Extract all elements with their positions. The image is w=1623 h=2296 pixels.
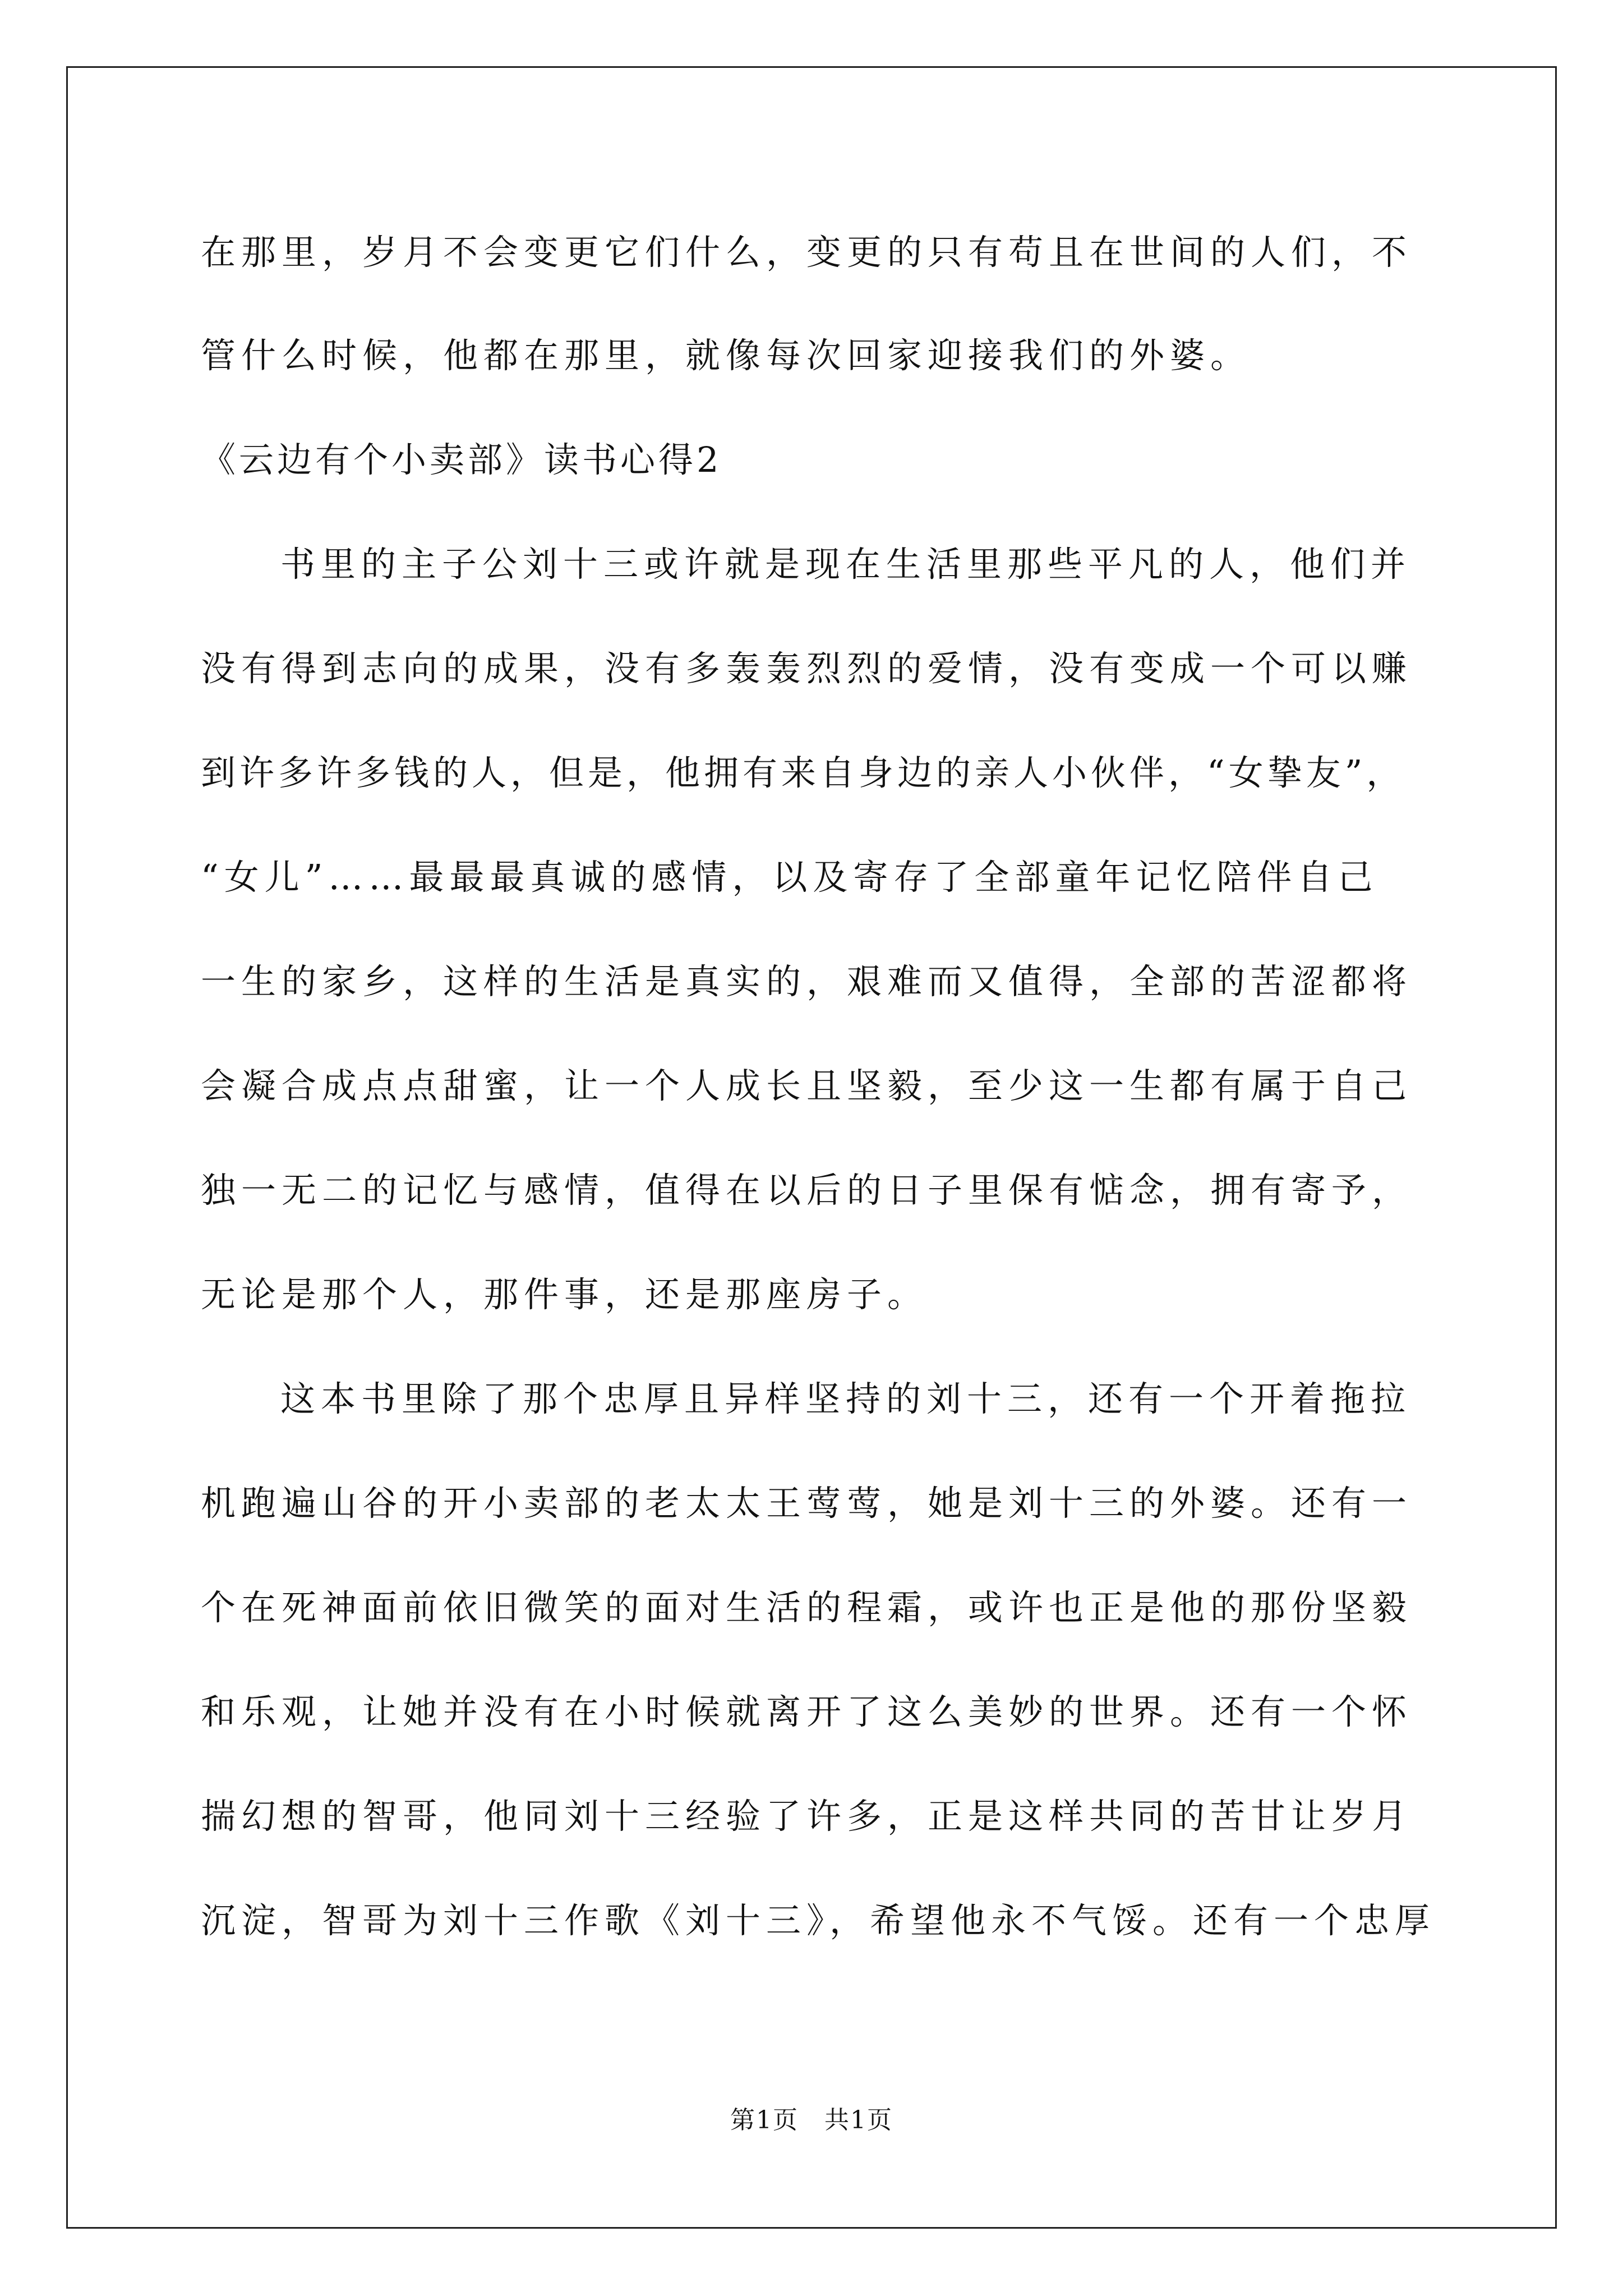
paragraph-line: 独一无二的记忆与感情，值得在以后的日子里保有惦念，拥有寄予，	[201, 1170, 1413, 1211]
paragraph-line: 在那里，岁月不会变更它们什么，变更的只有苟且在世间的人们，不	[201, 232, 1413, 273]
paragraph-line: 一生的家乡，这样的生活是真实的，艰难而又值得，全部的苦涩都将	[201, 961, 1413, 1002]
page-number-footer: 第1页 共1页	[730, 2106, 893, 2134]
paragraph-line: 揣幻想的智哥，他同刘十三经验了许多，正是这样共同的苦甘让岁月	[201, 1796, 1413, 1837]
section-heading: 《云边有个小卖部》读书心得2	[201, 439, 722, 480]
paragraph-line: “女儿”……最最最真诚的感情，以及寄存了全部童年记忆陪伴自己	[201, 857, 1378, 898]
paragraph-line: 个在死神面前依旧微笑的面对生活的程霜，或许也正是他的那份坚毅	[201, 1587, 1413, 1628]
paragraph-line: 无论是那个人，那件事，还是那座房子。	[201, 1274, 928, 1315]
paragraph-line: 沉淀，智哥为刘十三作歌《刘十三》，希望他永不气馁。还有一个忠厚	[201, 1900, 1436, 1941]
paragraph-line: 和乐观，让她并没有在小时候就离开了这么美妙的世界。还有一个怀	[201, 1691, 1413, 1732]
paragraph-line: 管什么时候，他都在那里，就像每次回家迎接我们的外婆。	[201, 335, 1251, 376]
paragraph-line: 书里的主子公刘十三或许就是现在生活里那些平凡的人，他们并	[280, 544, 1412, 585]
paragraph-line: 机跑遍山谷的开小卖部的老太太王莺莺，她是刘十三的外婆。还有一	[201, 1483, 1413, 1524]
paragraph-line: 这本书里除了那个忠厚且异样坚持的刘十三，还有一个开着拖拉	[280, 1378, 1412, 1419]
paragraph-line: 会凝合成点点甜蜜，让一个人成长且坚毅，至少这一生都有属于自己	[201, 1065, 1413, 1106]
paragraph-line: 到许多许多钱的人，但是，他拥有来自身边的亲人小伙伴，“女挚友”，	[201, 752, 1405, 793]
paragraph-line: 没有得到志向的成果，没有多轰轰烈烈的爱情，没有变成一个可以赚	[201, 648, 1413, 689]
